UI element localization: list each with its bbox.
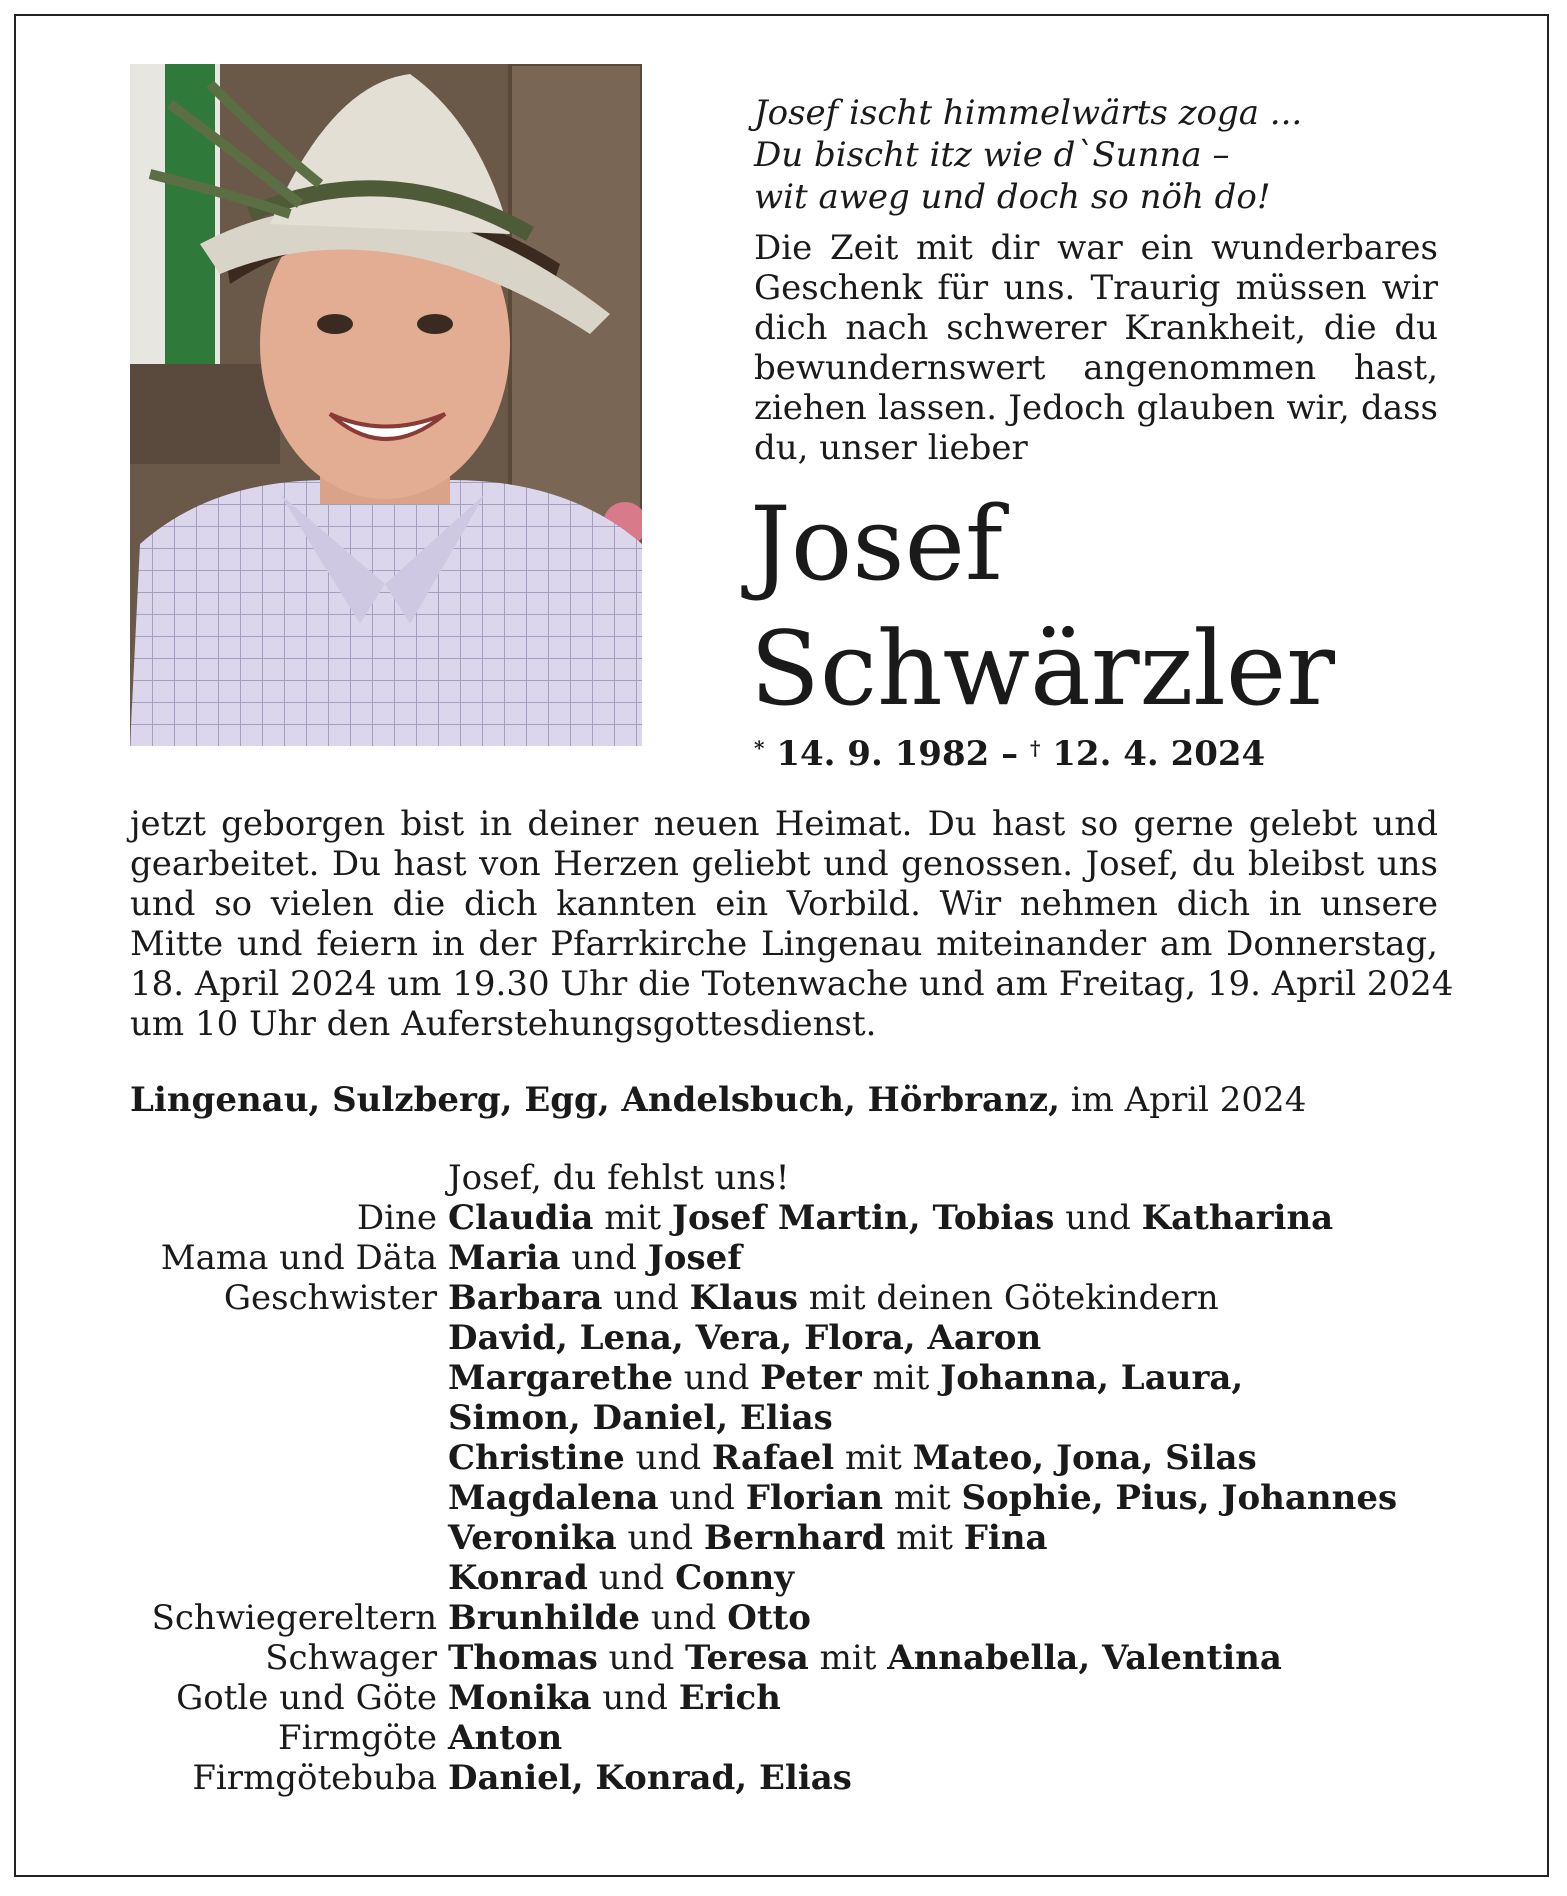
mourner-names — [448, 1718, 562, 1758]
mourner-names — [448, 1278, 1219, 1318]
mourner-connector: und — [672, 1358, 761, 1398]
mourner-connector: mit deinen Götekindern — [797, 1278, 1219, 1318]
mourner-names — [448, 1678, 781, 1718]
mourner-row — [0, 1278, 1567, 1318]
mourner-name: Sophie, Pius, Johannes — [961, 1478, 1398, 1518]
mourner-name: David, Lena, Vera, Flora, Aaron — [448, 1318, 1042, 1358]
mourner-connector: mit — [883, 1478, 962, 1518]
mourner-connector: und — [616, 1518, 704, 1558]
mourner-connector: mit — [808, 1638, 888, 1678]
intro-line: Geschenk für uns. Traurig müssen wir — [754, 268, 1438, 308]
mourner-name: Claudia — [448, 1198, 594, 1238]
intro-line: dich nach schwerer Krankheit, die du — [754, 308, 1438, 348]
mourner-connector: mit — [593, 1198, 672, 1238]
mourner-connector: und — [602, 1278, 690, 1318]
mourners-intro-row — [0, 1158, 1567, 1198]
mourner-name: Monika — [448, 1678, 592, 1718]
mourner-names — [448, 1318, 1041, 1358]
mourner-names — [448, 1758, 852, 1798]
intro-line: ziehen lassen. Jedoch glauben wir, dass — [754, 388, 1438, 428]
mourner-relation: Schwager — [265, 1638, 437, 1678]
mourner-name: Josef Martin, Tobias — [671, 1198, 1055, 1238]
mourner-names — [448, 1478, 1397, 1518]
mourner-relation: Mama und Däta — [160, 1238, 437, 1278]
body-line: und so vielen die dich kannten ein Vorbild. Wir nehmen dich in unsere — [130, 884, 1438, 924]
mourner-row — [0, 1438, 1567, 1478]
mourner-names — [448, 1518, 1048, 1558]
mourner-names — [448, 1558, 794, 1598]
death-date: 12. 4. 2024 — [1052, 734, 1266, 774]
mourner-connector: und — [1054, 1198, 1142, 1238]
mourner-name: Christine — [448, 1438, 625, 1478]
mourner-name: Margarethe — [448, 1358, 673, 1398]
mourner-names — [448, 1238, 742, 1278]
mourner-row — [0, 1318, 1567, 1358]
mourner-name: Magdalena — [448, 1478, 659, 1518]
date-dash: – — [989, 734, 1030, 774]
mourner-relation: Firmgöte — [278, 1718, 437, 1758]
poem — [754, 92, 1444, 218]
mourner-names — [448, 1638, 1282, 1678]
mourner-name: Erich — [678, 1678, 781, 1718]
mourner-connector: und — [658, 1478, 746, 1518]
mourner-row — [0, 1638, 1567, 1678]
mourner-connector: und — [560, 1238, 648, 1278]
body-line: Mitte und feiern in der Pfarrkirche Lingenau miteinander am Donnerstag, — [130, 924, 1438, 964]
intro-line: Die Zeit mit dir war ein wunderbares — [754, 228, 1438, 268]
mourner-name: Fina — [963, 1518, 1048, 1558]
mourner-row — [0, 1198, 1567, 1238]
place-towns: Lingenau, Sulzberg, Egg, Andelsbuch, Hörbranz, — [130, 1080, 1060, 1120]
poem-line: wit aweg und doch so nöh do! — [754, 177, 1271, 217]
body-line: gearbeitet. Du hast von Herzen geliebt und genossen. Josef, du bleibst uns — [130, 844, 1438, 884]
mourner-connector: und — [597, 1638, 686, 1678]
mourner-name: Rafael — [711, 1438, 835, 1478]
mourner-name: Thomas — [448, 1638, 598, 1678]
mourner-relation: Schwiegereltern — [151, 1598, 437, 1638]
place-date: im April 2024 — [1059, 1080, 1307, 1120]
mourner-name: Klaus — [689, 1278, 798, 1318]
mourners-list — [0, 1158, 1567, 1798]
mourner-relation: Geschwister — [223, 1278, 437, 1318]
body-line: um 10 Uhr den Auferstehungsgottesdienst. — [130, 1004, 877, 1044]
mourner-names — [448, 1198, 1333, 1238]
mourner-relation: Firmgötebuba — [192, 1758, 437, 1798]
mourner-connector: mit — [885, 1518, 964, 1558]
mourner-name: Annabella, Valentina — [887, 1638, 1282, 1678]
life-dates — [754, 734, 1265, 774]
birth-symbol: * — [754, 736, 765, 760]
mourner-connector: und — [640, 1598, 728, 1638]
mourner-relation: Dine — [356, 1198, 437, 1238]
mourner-row — [0, 1478, 1567, 1518]
mourner-name: Otto — [727, 1598, 811, 1638]
mourner-row — [0, 1398, 1567, 1438]
mourner-name: Florian — [745, 1478, 884, 1518]
poem-line: Du bischt itz wie d`Sunna – — [754, 135, 1230, 175]
mourner-relation: Gotle und Göte — [176, 1678, 437, 1718]
mourner-row — [0, 1358, 1567, 1398]
intro-line: bewundernswert angenommen hast, — [754, 348, 1438, 388]
mourner-names — [448, 1358, 1243, 1398]
mourner-connector: mit — [834, 1438, 913, 1478]
portrait-photo — [130, 64, 642, 746]
mourner-name: Bernhard — [703, 1518, 886, 1558]
mourner-row — [0, 1558, 1567, 1598]
body-line: 18. April 2024 um 19.30 Uhr die Totenwache und am Freitag, 19. April 2024 — [130, 964, 1454, 1004]
mourner-row — [0, 1518, 1567, 1558]
mourner-name: Barbara — [448, 1278, 603, 1318]
mourner-name: Mateo, Jona, Silas — [912, 1438, 1257, 1478]
mourner-name: Katharina — [1141, 1198, 1334, 1238]
mourner-names — [448, 1398, 833, 1438]
mourner-row — [0, 1678, 1567, 1718]
poem-line: Josef ischt himmelwärts zoga ... — [754, 93, 1303, 133]
mourner-name: Brunhilde — [448, 1598, 641, 1638]
mourner-name: Peter — [760, 1358, 862, 1398]
mourner-name: Veronika — [448, 1518, 617, 1558]
mourner-name: Johanna, Laura, — [940, 1358, 1244, 1398]
mourner-connector: und — [587, 1558, 676, 1598]
mourner-row — [0, 1758, 1567, 1798]
mourner-name: Daniel, Konrad, Elias — [448, 1758, 852, 1798]
mourner-row — [0, 1598, 1567, 1638]
mourner-connector: und — [624, 1438, 712, 1478]
body-text — [130, 804, 1454, 1044]
mourner-name: Maria — [448, 1238, 561, 1278]
mourner-name: Konrad — [448, 1558, 588, 1598]
mourner-names — [448, 1598, 811, 1638]
mourner-name: Teresa — [685, 1638, 809, 1678]
mourner-name: Josef — [647, 1238, 742, 1278]
place-and-date — [130, 1080, 1306, 1120]
death-symbol: † — [1029, 736, 1041, 760]
body-line: jetzt geborgen bist in deiner neuen Heimat. Du hast so gerne gelebt und — [130, 804, 1438, 844]
deceased-first-name: Josef — [750, 485, 1003, 604]
mourner-name: Conny — [675, 1558, 795, 1598]
mourner-connector: mit — [861, 1358, 941, 1398]
mourner-row — [0, 1718, 1567, 1758]
mourner-row — [0, 1238, 1567, 1278]
mourner-name: Simon, Daniel, Elias — [448, 1398, 833, 1438]
deceased-last-name: Schwärzler — [750, 610, 1336, 729]
intro-line: du, unser lieber — [754, 428, 1028, 468]
mourner-name: Anton — [448, 1718, 563, 1758]
mourner-connector: und — [591, 1678, 679, 1718]
mourner-names — [448, 1438, 1257, 1478]
birth-date: 14. 9. 1982 — [776, 734, 990, 774]
mourners-intro: Josef, du fehlst uns! — [448, 1158, 790, 1198]
intro-text — [754, 228, 1438, 468]
